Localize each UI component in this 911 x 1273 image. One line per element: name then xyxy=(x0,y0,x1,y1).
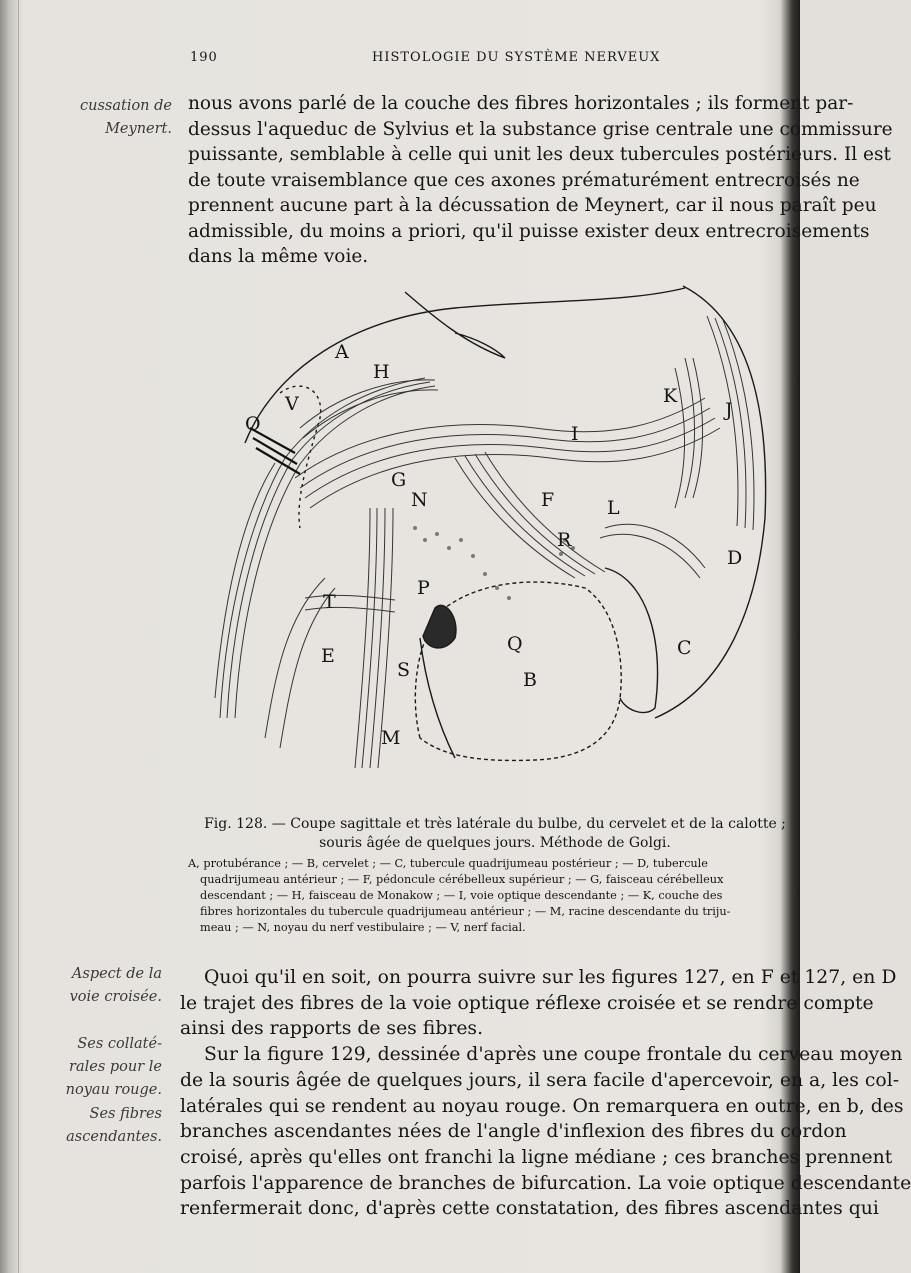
margin-note-collaterales xyxy=(56,1033,162,1102)
legend-line: fibres horizontales du tubercule quadrijumeau antérieur ; — M, racine descendante du triju- xyxy=(200,905,731,918)
text-line: ainsi des rapports de ses fibres. xyxy=(180,1018,484,1040)
midbrain-outline xyxy=(655,286,766,718)
margin-note-decussation xyxy=(56,95,172,141)
figure-label-c: C xyxy=(677,637,692,659)
fibre-bundle-k xyxy=(685,358,694,498)
legend-line: A, protubérance ; — B, cervelet ; — C, tubercule quadrijumeau postérieur ; — D, tubercule xyxy=(188,857,708,870)
caption-text: — Coupe sagittale et très latérale du bulbe, du cervelet et de la calotte ; souris âgée de quelques jours. Méthode de Golgi. xyxy=(271,816,786,851)
text-line: admissible, du moins a priori, qu'il puisse exister deux entrecroisements xyxy=(188,220,870,242)
text-line: puissante, semblable à celle qui unit les deux tubercules postérieurs. Il est xyxy=(188,144,891,165)
margin-note-line: voie croisée. xyxy=(69,989,162,1005)
fourth-ventricle xyxy=(420,638,455,758)
fibre-bundle-t xyxy=(305,595,395,600)
fourth-ventricle-inner xyxy=(423,605,456,648)
fibre-bundle-i xyxy=(295,398,705,478)
margin-note-line: Meynert. xyxy=(105,121,172,137)
figure-label-o: O xyxy=(245,413,261,435)
paragraph-voie-croisee xyxy=(180,965,911,1222)
text-line: croisé, après qu'elles ont franchi la ligne médiane ; ces branches prennent xyxy=(180,1146,893,1168)
figure-label-b: B xyxy=(523,669,537,691)
figure-label-s: S xyxy=(397,659,411,681)
margin-note-aspect xyxy=(56,963,162,1009)
histology-figure-128 xyxy=(205,278,780,790)
text-line: renfermerait donc, d'après cette constatation, des fibres ascendantes qui xyxy=(180,1198,879,1220)
figure-label-d: D xyxy=(727,547,743,569)
margin-note-fibres-ascendantes xyxy=(56,1103,162,1149)
margin-note-line: noyau rouge. xyxy=(65,1082,162,1098)
margin-note-line: Aspect de la xyxy=(71,966,162,982)
margin-note-line: Ses collaté- xyxy=(77,1036,162,1052)
text-line: Quoi qu'il en soit, on pourra suivre sur les figures 127, en F et 127, en D xyxy=(204,967,897,988)
figure-label-g: G xyxy=(391,469,407,491)
caption-title: Fig. 128. xyxy=(204,816,268,832)
running-title: HISTOLOGIE DU SYSTÈME NERVEUX xyxy=(372,50,661,65)
figure-label-v: V xyxy=(285,393,299,415)
fibre-bundle-e xyxy=(265,578,325,738)
figure-label-i: I xyxy=(571,423,579,445)
figure-legend xyxy=(188,856,788,936)
text-line: nous avons parlé de la couche des fibres horizontales ; ils forment par- xyxy=(188,93,854,114)
legend-line: quadrijumeau antérieur ; — F, pédoncule cérébelleux supérieur ; — G, faisceau cérébelleux xyxy=(200,873,724,886)
figure-label-j: J xyxy=(725,399,733,421)
paragraph-fibres-horizontales xyxy=(188,91,893,270)
text-line: dessus l'aqueduc de Sylvius et la substance grise centrale une commissure xyxy=(188,118,893,140)
figure-label-a: A xyxy=(335,341,349,363)
figure-label-t: T xyxy=(323,591,336,613)
figure-label-f: F xyxy=(541,489,555,511)
figure-label-p: P xyxy=(417,577,430,599)
running-head xyxy=(0,50,800,72)
nucleus-n-texture xyxy=(413,526,417,530)
figure-caption xyxy=(200,815,790,853)
legend-line: meau ; — N, noyau du nerf vestibulaire ; — V, nerf facial. xyxy=(200,921,526,934)
text-line: Sur la figure 129, dessinée d'après une coupe frontale du cerveau moyen xyxy=(204,1044,903,1066)
legend-line: descendant ; — H, faisceau de Monakow ; — I, voie optique descendante ; — K, couche des xyxy=(200,889,723,902)
text-line: dans la même voie. xyxy=(188,246,369,267)
figure-label-r: R xyxy=(557,529,572,551)
text-line: branches ascendantes nées de l'angle d'inflexion des fibres du cordon xyxy=(180,1121,847,1143)
text-line: de toute vraisemblance que ces axones prématurément entrecroisés ne xyxy=(188,169,860,191)
figure-label-e: E xyxy=(321,645,335,667)
text-line: parfois l'apparence de branches de bifurcation. La voie optique descendante xyxy=(180,1172,911,1194)
fibre-bundle-f xyxy=(455,458,575,578)
text-line: latérales qui se rendent au noyau rouge. On remarquera en outre, en b, des xyxy=(180,1095,904,1117)
text-line: prennent aucune part à la décussation de Meynert, car il nous paraît peu xyxy=(188,195,877,216)
figure-label-n: N xyxy=(411,489,428,511)
margin-note-line: ascendantes. xyxy=(66,1129,162,1145)
text-line: le trajet des fibres de la voie optique réflexe croisée et se rendre compte xyxy=(180,992,874,1014)
margin-note-line: Ses fibres xyxy=(89,1106,162,1122)
figure-label-k: K xyxy=(663,385,678,407)
page-gutter xyxy=(18,0,19,1273)
figure-label-h: H xyxy=(373,361,390,383)
fibre-bundle-l xyxy=(605,524,705,568)
margin-note-line: rales pour le xyxy=(69,1059,162,1075)
page-number: 190 xyxy=(190,50,218,65)
figure-label-m: M xyxy=(381,727,401,749)
margin-note-line: cussation de xyxy=(80,98,172,114)
text-line: de la souris âgée de quelques jours, il sera facile d'apercevoir, en a, les col- xyxy=(180,1069,900,1091)
fibre-bundle-m xyxy=(355,508,370,768)
figure-label-q: Q xyxy=(507,633,523,655)
inferior-colliculus-outline xyxy=(605,568,658,713)
optic-tract-fibre xyxy=(405,292,505,358)
figure-label-l: L xyxy=(607,497,620,519)
